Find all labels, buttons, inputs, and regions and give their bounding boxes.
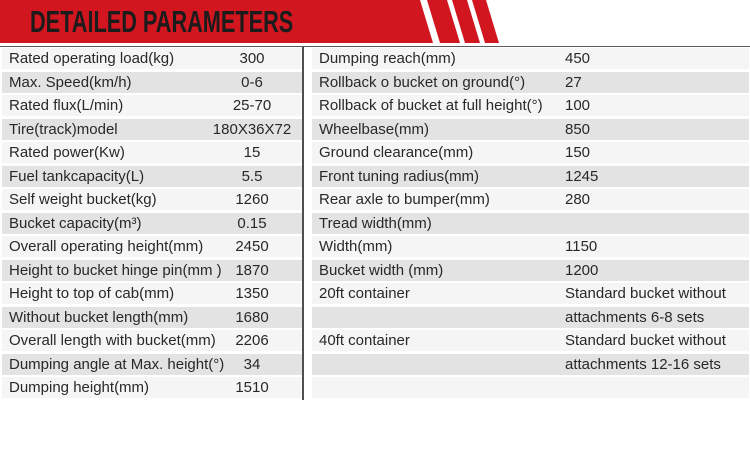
param-value: 1870 [235, 261, 269, 279]
param-label: 20ft container [319, 285, 410, 302]
table-row [312, 330, 749, 351]
param-value: attachments 6-8 sets [565, 308, 705, 326]
param-value: 2206 [235, 332, 269, 349]
param-value: 1200 [565, 261, 599, 279]
param-value: Standard bucket without [565, 285, 726, 302]
table-row [2, 166, 302, 187]
table-row [312, 283, 749, 304]
param-label: Dumping height(mm) [9, 379, 150, 396]
table-row [312, 307, 749, 328]
param-value: 27 [565, 73, 582, 91]
param-label: Rated operating load(kg) [9, 50, 175, 67]
param-label: Dumping reach(mm) [319, 50, 456, 67]
param-value: 1680 [235, 308, 269, 326]
param-label: Height to bucket hinge pin(mm ) [9, 261, 222, 279]
param-label: Bucket capacity(m³) [9, 214, 142, 232]
param-value: 150 [565, 144, 591, 161]
table-row [2, 260, 302, 281]
param-label: Rear axle to bumper(mm) [319, 191, 490, 208]
param-label: Bucket width (mm) [319, 261, 444, 279]
param-value: 100 [565, 97, 591, 114]
param-value: 1150 [565, 238, 598, 255]
param-label: Tire(track)model [9, 120, 118, 138]
param-value: 0-6 [241, 73, 263, 91]
param-value: 180X36X72 [212, 120, 292, 138]
param-label: Ground clearance(mm) [319, 144, 474, 161]
param-value: 280 [565, 191, 591, 208]
param-label: Fuel tankcapacity(L) [9, 167, 145, 185]
table-row [312, 142, 749, 163]
param-label: Self weight bucket(kg) [9, 191, 157, 208]
param-label: Dumping angle at Max. height(°) [9, 355, 225, 373]
param-label: Max. Speed(km/h) [9, 73, 132, 91]
table-row [312, 166, 749, 187]
table-row [2, 330, 302, 351]
table-row [2, 119, 302, 140]
param-value: 34 [243, 355, 261, 373]
right-parameter-table [312, 48, 749, 401]
param-label: Height to top of cab(mm) [9, 285, 175, 302]
header-banner [0, 0, 750, 43]
table-row [2, 72, 302, 93]
param-value: 0.15 [237, 214, 267, 232]
param-value: attachments 12-16 sets [565, 355, 721, 373]
param-label: Rollback of bucket at full height(°) [319, 97, 543, 114]
table-row [312, 48, 749, 69]
param-value: 300 [239, 50, 265, 67]
table-row [312, 236, 749, 257]
param-label: 40ft container [319, 332, 410, 349]
left-parameter-table [2, 48, 302, 401]
table-row [312, 95, 749, 116]
table-row [2, 236, 302, 257]
param-label: Tread width(mm) [319, 214, 432, 232]
param-value: 1510 [235, 379, 269, 396]
table-row [312, 377, 749, 398]
table-row [312, 119, 749, 140]
param-value: 1245 [565, 167, 599, 185]
table-row [2, 48, 302, 69]
param-value: 15 [243, 144, 261, 161]
param-value: Standard bucket without [565, 332, 726, 349]
param-label: Width(mm) [319, 238, 393, 255]
param-value: 1350 [235, 285, 269, 302]
param-value: 450 [565, 50, 591, 67]
table-row [312, 189, 749, 210]
param-label: Rollback o bucket on ground(°) [319, 73, 526, 91]
table-row [2, 189, 302, 210]
table-row [2, 307, 302, 328]
table-row [2, 142, 302, 163]
table-row [2, 354, 302, 375]
column-divider [302, 47, 304, 400]
param-value: 1260 [235, 191, 269, 208]
table-row [312, 213, 749, 234]
param-label: Front tuning radius(mm) [319, 167, 480, 185]
param-label: Rated power(Kw) [9, 144, 125, 161]
param-value: 2450 [235, 238, 269, 255]
param-value: 5.5 [241, 167, 263, 185]
table-row [312, 354, 749, 375]
param-label: Rated flux(L/min) [9, 97, 124, 114]
table-row [2, 95, 302, 116]
param-label: Wheelbase(mm) [319, 120, 430, 138]
table-row [2, 283, 302, 304]
param-value: 25-70 [232, 97, 272, 114]
param-label: Without bucket length(mm) [9, 308, 189, 326]
table-top-border [0, 46, 750, 47]
param-label: Overall operating height(mm) [9, 238, 204, 255]
page-title: DETAILED PARAMETERS [30, 4, 294, 39]
table-row [2, 377, 302, 398]
table-row [2, 213, 302, 234]
table-row [312, 72, 749, 93]
table-row [312, 260, 749, 281]
param-label: Overall length with bucket(mm) [9, 332, 216, 349]
param-value: 850 [565, 120, 591, 138]
